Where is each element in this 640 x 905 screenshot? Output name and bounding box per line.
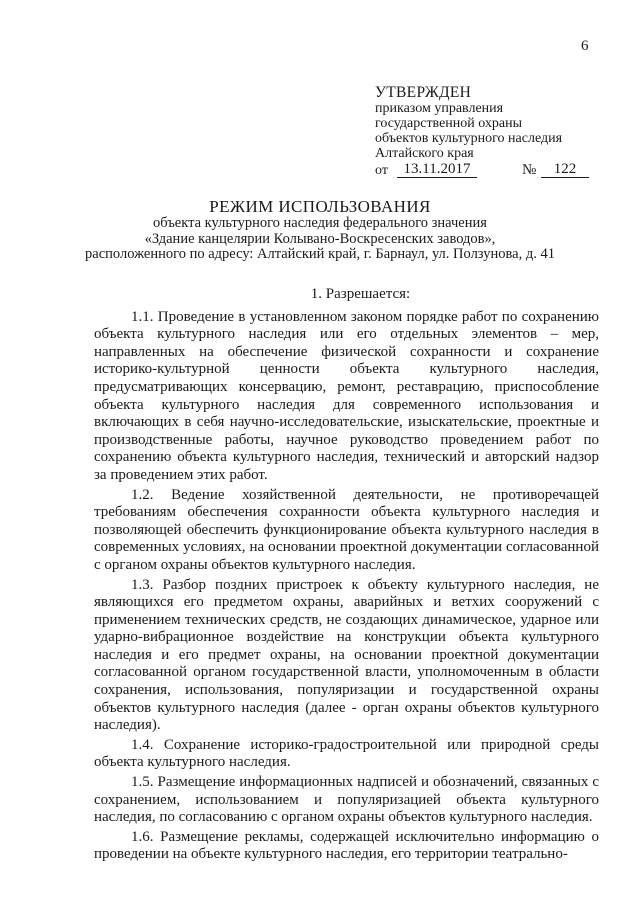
document-body bbox=[94, 286, 599, 866]
title-address: расположенного по адресу: Алтайский край, г. Барнаул, ул. Ползунова, д. 41 bbox=[85, 246, 555, 262]
approval-heading: УТВЕРЖДЕН bbox=[375, 84, 472, 101]
title-building: «Здание канцелярии Колывано-Воскресенских заводов», bbox=[144, 230, 496, 247]
paragraph-1-2: 1.2. Ведение хозяйственной деятельности, не противоречащей требованиям обеспечения сохранности объекта культурного наследия и позволяющей обеспечить функционирование объекта культурного наследия в современных условиях, на основании проектной документации согласованной с органом охраны объектов культурного наследия. bbox=[94, 486, 599, 573]
approval-stamp bbox=[375, 84, 625, 178]
title-main: РЕЖИМ ИСПОЛЬЗОВАНИЯ bbox=[209, 197, 431, 216]
paragraph-1-6: 1.6. Размещение рекламы, содержащей исключительно информацию о проведении на объекте культурного наследия, его территории театрально- bbox=[94, 828, 599, 863]
paragraph-1-4: 1.4. Сохранение историко-градостроительной или природной среды объекта культурного наследия. bbox=[94, 736, 599, 771]
document-title bbox=[0, 197, 640, 263]
order-date: 13.11.2017 bbox=[397, 162, 477, 178]
approval-line: государственной охраны bbox=[375, 116, 523, 131]
paragraph-1-3: 1.3. Разбор поздних пристроек к объекту культурного наследия, не являющихся его предметом охраны, аварийных и ветхих сооружений с применением технических средств, не создающих динамическое, ударное или ударно-вибрационное воздействие на конструкции объекта культурного наследия и его предмет охраны, на основании проектной документации согласованной органом государственной власти, уполномоченным в области сохранения, использования, популяризации и государственной охраны объектов культурного наследия (далее - орган охраны объектов культурного наследия). bbox=[94, 576, 599, 734]
order-number: 122 bbox=[541, 162, 589, 178]
page-number: 6 bbox=[581, 38, 589, 54]
number-label: № bbox=[522, 162, 537, 178]
order-details bbox=[375, 161, 625, 178]
from-label: от bbox=[375, 163, 388, 178]
approval-line: объектов культурного наследия bbox=[375, 131, 563, 146]
approval-line: Алтайского края bbox=[375, 146, 474, 161]
paragraph-1-1: 1.1. Проведение в установленном законом порядке работ по сохранению объекта культурного наследия или его отдельных элементов – мер, направленных на обеспечение физической сохранности и сохранение историко-культурной ценности объекта культурного наследия, предусматривающих консервацию, ремонт, реставрацию, приспособление объекта культурного наследия для современного использования и включающих в себя научно-исследовательские, изыскательские, проектные и производственные работы, научное руководство проведением работ по сохранению объекта культурного наследия, технический и авторский надзор за проведением этих работ. bbox=[94, 308, 599, 483]
paragraph-1-5: 1.5. Размещение информационных надписей и обозначений, связанных с сохранением, использованием и популяризацией объекта культурного наследия, по согласованию с органом охраны объектов культурного наследия. bbox=[94, 774, 599, 826]
approval-line: приказом управления bbox=[375, 101, 504, 116]
section-title: 1. Разрешается: bbox=[310, 286, 411, 302]
title-object: объекта культурного наследия федерального значения bbox=[153, 215, 487, 231]
